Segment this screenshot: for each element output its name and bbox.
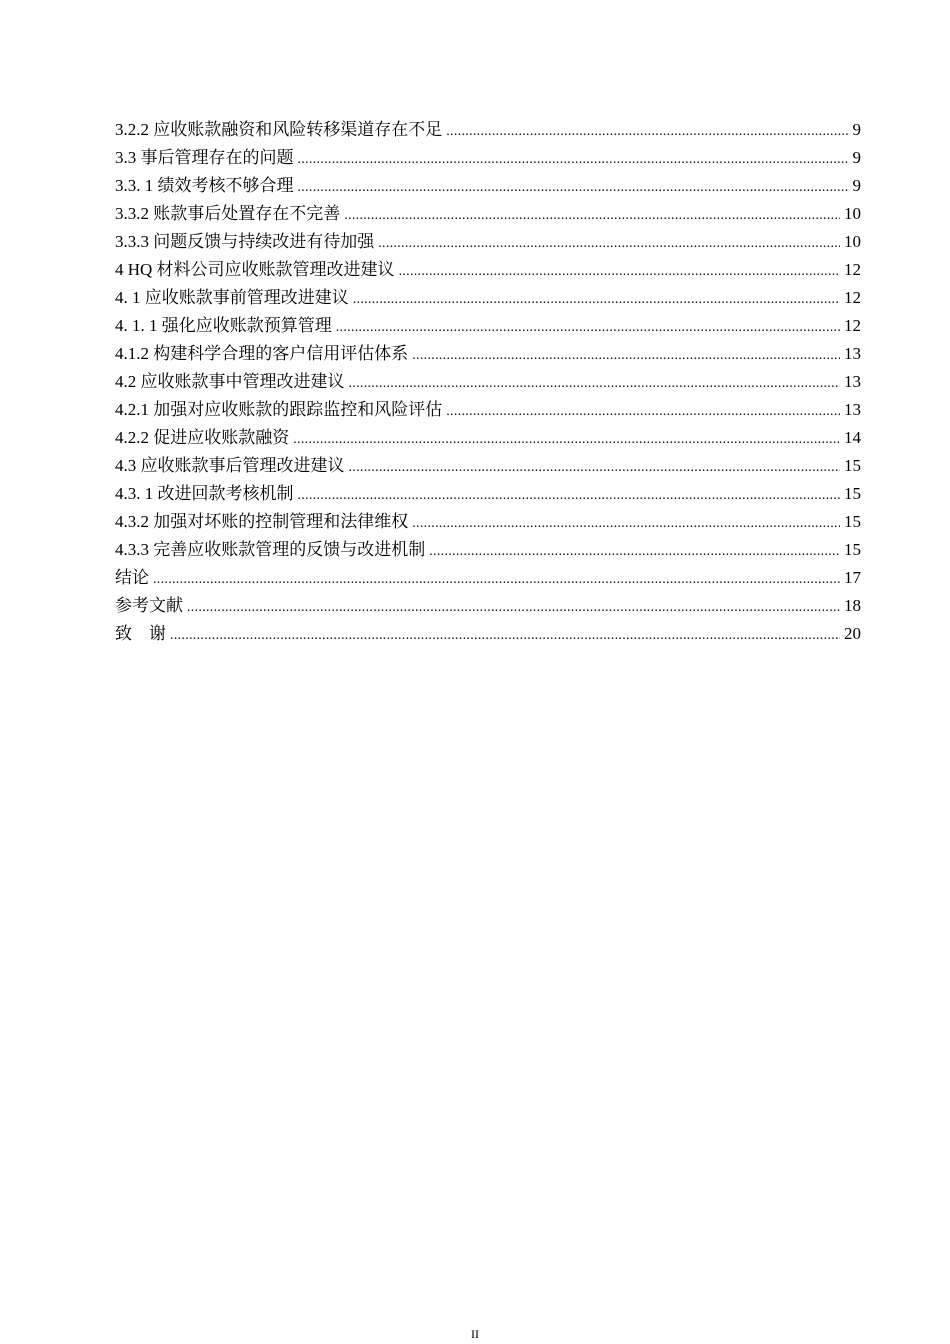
table-of-contents bbox=[115, 116, 861, 648]
toc-entry[interactable] bbox=[115, 620, 861, 648]
toc-entry[interactable] bbox=[115, 340, 861, 368]
page-number: II bbox=[471, 1327, 479, 1341]
toc-dot-leader bbox=[412, 342, 840, 370]
toc-entry-page: 12 bbox=[844, 316, 861, 335]
toc-dot-leader bbox=[298, 146, 849, 174]
toc-entry-title: 4.2 应收账款事中管理改进建议 bbox=[115, 372, 345, 391]
toc-entry-title: 4.2.2 促进应收账款融资 bbox=[115, 428, 290, 447]
toc-entry[interactable] bbox=[115, 172, 861, 200]
toc-entry[interactable] bbox=[115, 396, 861, 424]
toc-entry-page: 15 bbox=[844, 540, 861, 559]
toc-dot-leader bbox=[429, 538, 840, 566]
toc-entry[interactable] bbox=[115, 592, 861, 620]
toc-dot-leader bbox=[349, 370, 841, 398]
toc-entry[interactable] bbox=[115, 144, 861, 172]
toc-entry-title: 致 谢 bbox=[115, 624, 166, 643]
toc-entry[interactable] bbox=[115, 256, 861, 284]
toc-entry-title: 3.3 事后管理存在的问题 bbox=[115, 148, 294, 167]
toc-entry-page: 15 bbox=[844, 512, 861, 531]
toc-entry-title: 4.3.2 加强对坏账的控制管理和法律维权 bbox=[115, 512, 409, 531]
toc-entry-page: 14 bbox=[844, 428, 861, 447]
toc-entry[interactable] bbox=[115, 228, 861, 256]
toc-entry[interactable] bbox=[115, 452, 861, 480]
toc-entry-page: 10 bbox=[844, 232, 861, 251]
toc-entry-page: 15 bbox=[844, 484, 861, 503]
toc-entry-page: 15 bbox=[844, 456, 861, 475]
toc-entry-page: 20 bbox=[844, 624, 861, 643]
toc-entry-title: 4.3. 1 改进回款考核机制 bbox=[115, 484, 294, 503]
toc-entry-page: 9 bbox=[852, 120, 861, 139]
toc-entry-page: 13 bbox=[844, 372, 861, 391]
toc-entry[interactable] bbox=[115, 200, 861, 228]
toc-entry-title: 3.3.3 问题反馈与持续改进有待加强 bbox=[115, 232, 375, 251]
toc-entry-page: 12 bbox=[844, 288, 861, 307]
toc-dot-leader bbox=[170, 622, 840, 650]
toc-dot-leader bbox=[298, 482, 841, 510]
toc-entry-page: 9 bbox=[852, 148, 861, 167]
toc-entry-title: 3.3. 1 绩效考核不够合理 bbox=[115, 176, 294, 195]
toc-entry-page: 9 bbox=[852, 176, 861, 195]
toc-dot-leader bbox=[353, 286, 840, 314]
toc-entry-title: 4.1.2 构建科学合理的客户信用评估体系 bbox=[115, 344, 409, 363]
toc-dot-leader bbox=[187, 594, 840, 622]
toc-entry-title: 3.3.2 账款事后处置存在不完善 bbox=[115, 204, 341, 223]
toc-entry[interactable] bbox=[115, 368, 861, 396]
toc-entry-title: 4. 1 应收账款事前管理改进建议 bbox=[115, 288, 349, 307]
toc-entry-title: 参考文献 bbox=[115, 596, 183, 615]
toc-entry-page: 17 bbox=[844, 568, 861, 587]
toc-dot-leader bbox=[349, 454, 841, 482]
toc-entry[interactable] bbox=[115, 284, 861, 312]
toc-dot-leader bbox=[336, 314, 840, 342]
toc-dot-leader bbox=[446, 398, 840, 426]
toc-entry[interactable] bbox=[115, 564, 861, 592]
toc-entry[interactable] bbox=[115, 480, 861, 508]
toc-dot-leader bbox=[298, 174, 849, 202]
toc-entry-title: 3.2.2 应收账款融资和风险转移渠道存在不足 bbox=[115, 120, 443, 139]
toc-entry-title: 4.3.3 完善应收账款管理的反馈与改进机制 bbox=[115, 540, 426, 559]
toc-entry[interactable] bbox=[115, 312, 861, 340]
toc-entry-page: 18 bbox=[844, 596, 861, 615]
toc-entry-page: 13 bbox=[844, 400, 861, 419]
toc-entry-title: 4. 1. 1 强化应收账款预算管理 bbox=[115, 316, 332, 335]
toc-entry-title: 4.2.1 加强对应收账款的跟踪监控和风险评估 bbox=[115, 400, 443, 419]
toc-entry-page: 12 bbox=[844, 260, 861, 279]
toc-dot-leader bbox=[153, 566, 840, 594]
toc-dot-leader bbox=[412, 510, 840, 538]
toc-dot-leader bbox=[378, 230, 840, 258]
toc-entry-page: 13 bbox=[844, 344, 861, 363]
toc-dot-leader bbox=[344, 202, 840, 230]
toc-entry[interactable] bbox=[115, 424, 861, 452]
toc-dot-leader bbox=[399, 258, 840, 286]
toc-dot-leader bbox=[293, 426, 840, 454]
toc-entry[interactable] bbox=[115, 536, 861, 564]
toc-dot-leader bbox=[446, 118, 848, 146]
toc-entry-title: 4.3 应收账款事后管理改进建议 bbox=[115, 456, 345, 475]
toc-entry[interactable] bbox=[115, 116, 861, 144]
toc-entry-title: 结论 bbox=[115, 568, 149, 587]
toc-entry-page: 10 bbox=[844, 204, 861, 223]
toc-entry-title: 4 HQ 材料公司应收账款管理改进建议 bbox=[115, 260, 395, 279]
toc-entry[interactable] bbox=[115, 508, 861, 536]
